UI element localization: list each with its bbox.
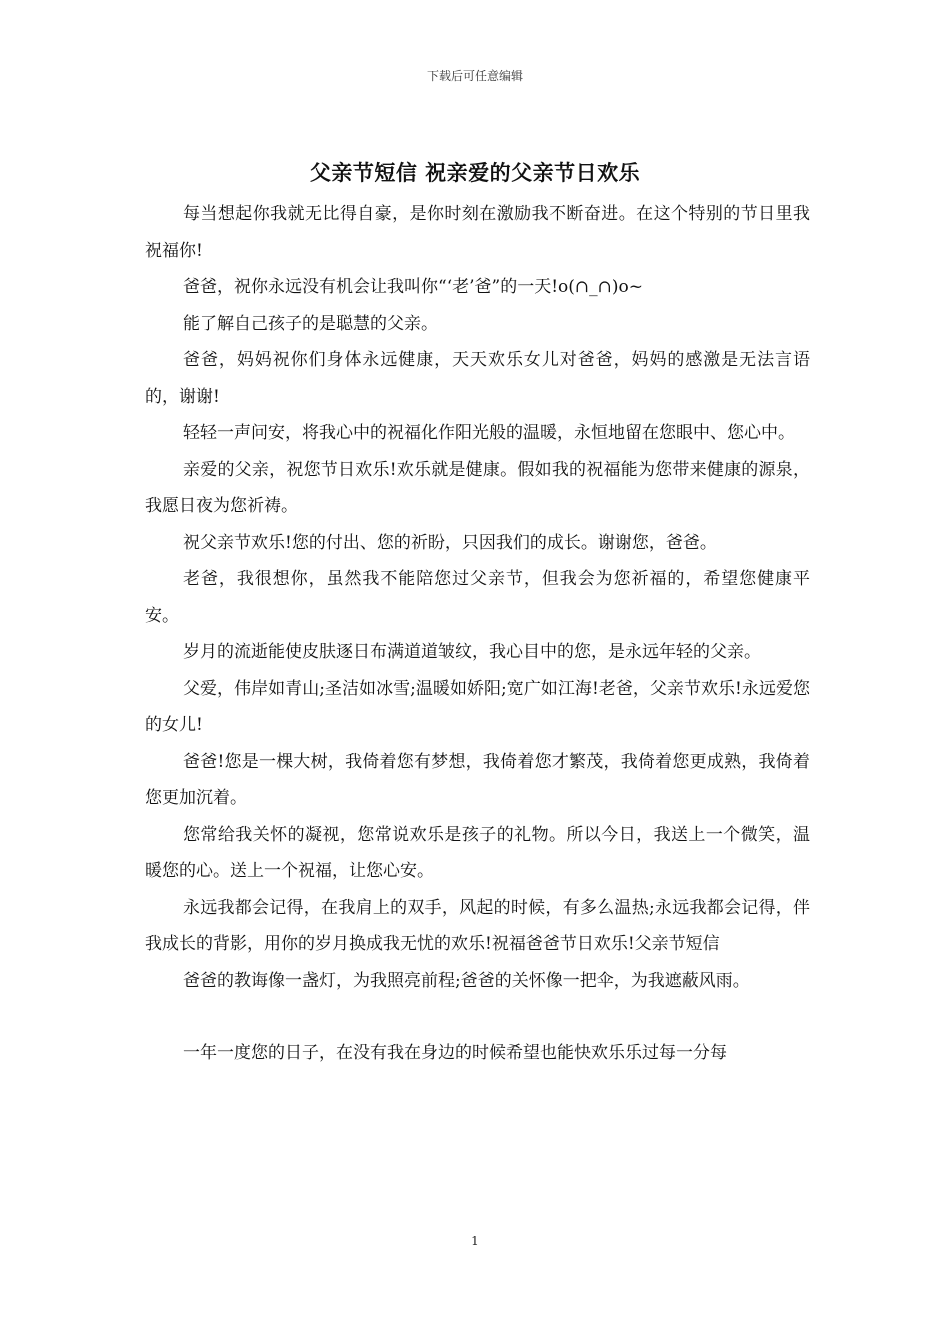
page-number: 1 <box>471 1234 479 1248</box>
paragraph: 祝父亲节欢乐!您的付出、您的祈盼，只因我们的成长。谢谢您，爸爸。 <box>183 532 717 553</box>
document-title: 父亲节短信 祝亲爱的父亲节日欢乐 <box>309 160 641 185</box>
paragraph: 爸爸!您是一棵大树，我倚着您有梦想，我倚着您才繁茂，我倚着您更成熟，我倚着您更加沉着。 <box>145 751 810 808</box>
paragraph: 轻轻一声问安，将我心中的祝福化作阳光般的温暖，永恒地留在您眼中、您心中。 <box>183 423 795 443</box>
paragraph: 爸爸的教诲像一盏灯，为我照亮前程;爸爸的关怀像一把伞，为我遮蔽风雨。 <box>183 970 750 991</box>
header-note: 下载后可任意编辑 <box>426 69 523 83</box>
paragraph: 每当想起你我就无比得自豪，是你时刻在激励我不断奋进。在这个特别的节日里我祝福你! <box>145 204 810 261</box>
paragraph: 永远我都会记得，在我肩上的双手，风起的时候，有多么温热;永远我都会记得，伴我成长的背影，用你的岁月换成我无忧的欢乐!祝福爸爸节日欢乐!父亲节短信 <box>145 897 810 954</box>
paragraph: 父爱，伟岸如青山;圣洁如冰雪;温暖如娇阳;宽广如江海!老爸，父亲节欢乐!永远爱您的女儿! <box>145 678 810 735</box>
paragraph: 您常给我关怀的凝视，您常说欢乐是孩子的礼物。所以今日，我送上一个微笑，温暖您的心。送上一个祝福，让您心安。 <box>145 824 810 881</box>
paragraph: 老爸，我很想你，虽然我不能陪您过父亲节，但我会为您祈福的，希望您健康平安。 <box>145 569 810 626</box>
paragraph: 爸爸，妈妈祝你们身体永远健康，天天欢乐女儿对爸爸，妈妈的感激是无法言语的，谢谢! <box>145 350 810 407</box>
document-body <box>145 196 810 1072</box>
paragraph: 亲爱的父亲，祝您节日欢乐!欢乐就是健康。假如我的祝福能为您带来健康的源泉，我愿日夜为您祈祷。 <box>145 459 810 516</box>
paragraph: 一年一度您的日子，在没有我在身边的时候希望也能快欢乐乐过每一分每 <box>183 1043 727 1063</box>
paragraph: 爸爸，祝你永远没有机会让我叫你“‘老’爸”的一天!o(∩_∩)o~ <box>183 277 643 297</box>
paragraph: 岁月的流逝能使皮肤逐日布满道道皱纹，我心目中的您，是永远年轻的父亲。 <box>183 642 761 662</box>
paragraph: 能了解自己孩子的是聪慧的父亲。 <box>183 313 438 334</box>
